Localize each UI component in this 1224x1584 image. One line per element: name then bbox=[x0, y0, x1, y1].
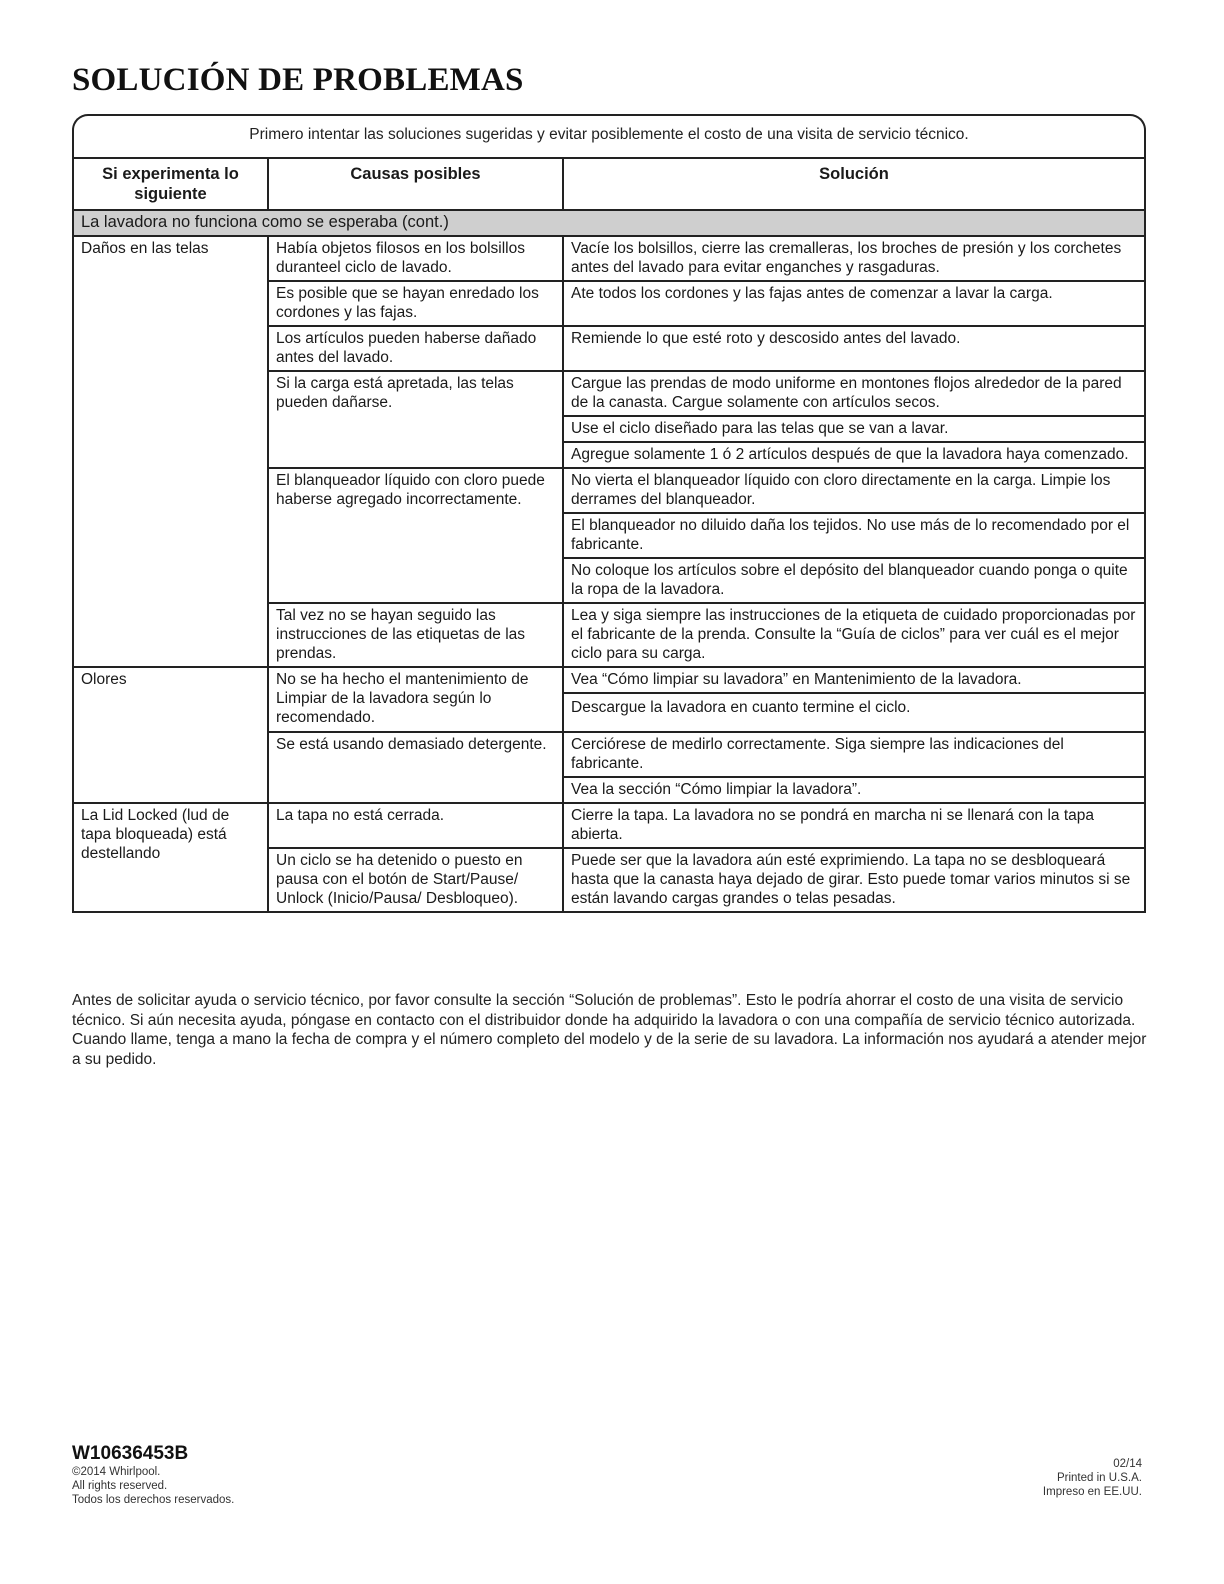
section-row bbox=[74, 210, 1144, 236]
cause-cell: El blanqueador líquido con cloro puede haberse agregado incorrectamente. bbox=[268, 468, 563, 603]
cause-cell: Tal vez no se hayan seguido las instrucciones de las etiquetas de las prendas. bbox=[268, 603, 563, 667]
symptom-cell: Daños en las telas bbox=[74, 236, 268, 667]
page-title: SOLUCIÓN DE PROBLEMAS bbox=[72, 62, 524, 98]
solution-cell: Descargue la lavadora en cuanto termine el ciclo. bbox=[563, 693, 1144, 732]
cause-cell: Un ciclo se ha detenido o puesto en pausa con el botón de Start/Pause/ Unlock (Inicio/Pausa/ Desbloqueo). bbox=[268, 848, 563, 912]
header-solution: Solución bbox=[563, 158, 1144, 210]
cause-cell: Si la carga está apretada, las telas pueden dañarse. bbox=[268, 371, 563, 468]
cause-cell: Se está usando demasiado detergente. bbox=[268, 732, 563, 803]
cause-cell: La tapa no está cerrada. bbox=[268, 803, 563, 848]
solution-cell: Vea “Cómo limpiar su lavadora” en Mantenimiento de la lavadora. bbox=[563, 667, 1144, 693]
footer-left bbox=[72, 1443, 234, 1507]
section-title: La lavadora no funciona como se esperaba (cont.) bbox=[74, 210, 1144, 236]
printed-spanish: Impreso en EE.UU. bbox=[1042, 1486, 1142, 1498]
cause-cell: Es posible que se hayan enredado los cordones y las fajas. bbox=[268, 281, 563, 326]
publication-date: 02/14 bbox=[1113, 1458, 1142, 1470]
intro-text: Primero intentar las soluciones sugeridas y evitar posiblemente el costo de una visita de servicio técnico. bbox=[249, 126, 969, 143]
copyright: ©2014 Whirlpool. bbox=[72, 1466, 161, 1478]
solution-cell: Vacíe los bolsillos, cierre las cremalleras, los broches de presión y los corchetes antes del lavado para evitar enganches y rasgaduras. bbox=[563, 236, 1144, 281]
solution-cell: Vea la sección “Cómo limpiar la lavadora”. bbox=[563, 777, 1144, 803]
table-header-row bbox=[74, 158, 1144, 210]
solution-cell: Cargue las prendas de modo uniforme en montones flojos alrededor de la pared de la canasta. Cargue solamente con artículos secos. bbox=[563, 371, 1144, 416]
troubleshooting-table bbox=[74, 157, 1144, 913]
cause-cell: Había objetos filosos en los bolsillos duranteel ciclo de lavado. bbox=[268, 236, 563, 281]
cause-cell: No se ha hecho el mantenimiento de Limpiar de la lavadora según lo recomendado. bbox=[268, 667, 563, 732]
printed-english: Printed in U.S.A. bbox=[1056, 1472, 1142, 1484]
solution-cell: No vierta el blanqueador líquido con cloro directamente en la carga. Limpie los derrames del blanqueador. bbox=[563, 468, 1144, 513]
cause-cell: Los artículos pueden haberse dañado antes del lavado. bbox=[268, 326, 563, 371]
troubleshooting-table-box bbox=[72, 114, 1146, 913]
solution-cell: Ate todos los cordones y las fajas antes de comenzar a lavar la carga. bbox=[563, 281, 1144, 326]
symptom-cell: Olores bbox=[74, 667, 268, 803]
table-row bbox=[74, 667, 1144, 693]
solution-cell: Cierre la tapa. La lavadora no se pondrá en marcha ni se llenará con la tapa abierta. bbox=[563, 803, 1144, 848]
solution-cell: El blanqueador no diluido daña los tejidos. No use más de lo recomendado por el fabricante. bbox=[563, 513, 1144, 558]
solution-cell: No coloque los artículos sobre el depósito del blanqueador cuando ponga o quite la ropa de la lavadora. bbox=[563, 558, 1144, 603]
header-causes: Causas posibles bbox=[268, 158, 563, 210]
rights-spanish: Todos los derechos reservados. bbox=[72, 1494, 235, 1506]
solution-cell: Use el ciclo diseñado para las telas que se van a lavar. bbox=[563, 416, 1144, 442]
symptom-cell: La Lid Locked (lud de tapa bloqueada) está destellando bbox=[74, 803, 268, 912]
rights-english: All rights reserved. bbox=[72, 1480, 168, 1492]
header-symptom: Si experimenta lo siguiente bbox=[74, 158, 268, 210]
table-row bbox=[74, 803, 1144, 848]
solution-cell: Lea y siga siempre las instrucciones de la etiqueta de cuidado proporcionadas por el fabricante de la prenda. Consulte la “Guía de ciclos” para ver cuál es el mejor ciclo para su carga. bbox=[563, 603, 1144, 667]
solution-cell: Puede ser que la lavadora aún esté exprimiendo. La tapa no se desbloqueará hasta que la canasta haya dejado de girar. Esto puede tomar varios minutos si se están lavando cargas grandes o telas pesadas. bbox=[563, 848, 1144, 912]
solution-cell: Cerciórese de medirlo correctamente. Siga siempre las indicaciones del fabricante. bbox=[563, 732, 1144, 777]
solution-cell: Remiende lo que esté roto y descosido antes del lavado. bbox=[563, 326, 1144, 371]
document-number: W10636453B bbox=[72, 1443, 189, 1464]
table-row bbox=[74, 236, 1144, 281]
closing-note: Antes de solicitar ayuda o servicio técnico, por favor consulte la sección “Solución de problemas”. Esto le podría ahorrar el costo de una visita de servicio técnico. Si aún necesita ayuda, póngase en contacto con el distribuidor donde ha adquirido la lavadora o con una compañía de servicio técnico autorizada. Cuando llame, tenga a mano la fecha de compra y el número completo del modelo y de la serie de su lavadora. La información nos ayudará a atender mejor a su pedido. bbox=[72, 992, 1147, 1068]
solution-cell: Agregue solamente 1 ó 2 artículos después de que la lavadora haya comenzado. bbox=[563, 442, 1144, 468]
footer-right bbox=[1043, 1457, 1142, 1499]
